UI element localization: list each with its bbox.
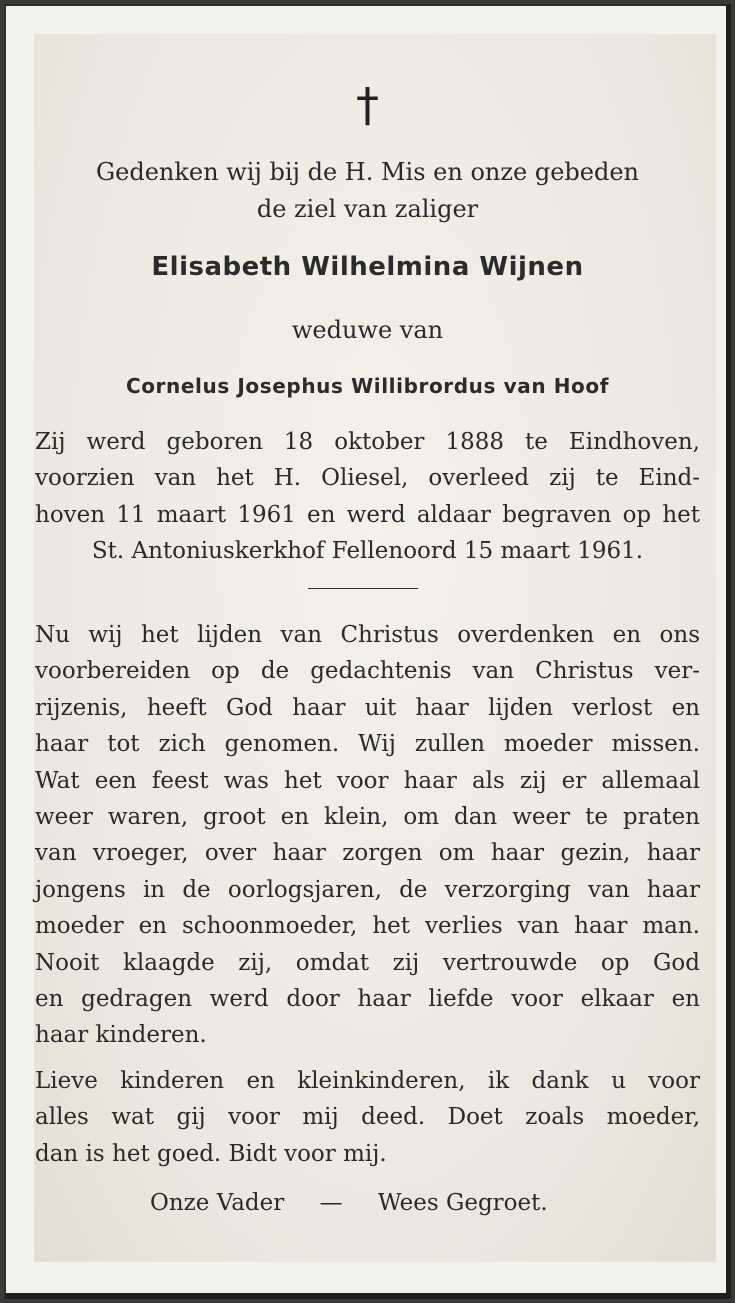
prayer-our-father: Onze Vader [150, 1190, 285, 1216]
memorial-text-paragraph [35, 617, 700, 1054]
text-line: haar kinderen. [35, 1022, 207, 1049]
text-line: van vroeger, over haar zorgen om haar gezin, haar [35, 840, 700, 867]
relation-text: weduwe van [291, 316, 444, 344]
deceased-name: Elisabeth Wilhelmina Wijnen [151, 252, 584, 282]
text-line: Nu wij het lijden van Christus overdenken en ons [35, 622, 700, 648]
text-line: en gedragen werd door haar liefde voor elkaar en [35, 986, 700, 1013]
spouse-name: Cornelus Josephus Willibrordus van Hoof [125, 374, 610, 398]
cross-icon: † [356, 78, 379, 132]
text-line: haar tot zich genomen. Wij zullen moeder missen. [35, 731, 700, 758]
prayer-dash: — [319, 1190, 343, 1216]
intro-line-1: Gedenken wij bij de H. Mis en onze gebeden [95, 158, 640, 186]
text-line: rijzenis, heeft God haar uit haar lijden verlost en [35, 694, 700, 721]
farewell-line: Lieve kinderen en kleinkinderen, ik dank u voor [35, 1068, 700, 1094]
farewell-line: dan is het goed. Bidt voor mij. [35, 1140, 387, 1167]
text-line: voorbereiden op de gedachtenis van Christus ver- [35, 658, 700, 685]
bio-paragraph [35, 424, 700, 570]
divider [308, 588, 418, 589]
text-line: Nooit klaagde zij, omdat zij vertrouwde op God [35, 949, 700, 976]
bio-line: voorzien van het H. Oliesel, overleed zij te Eind- [35, 465, 700, 492]
bio-line: Zij werd geboren 18 oktober 1888 te Eindhoven, [35, 429, 700, 455]
bio-line: hoven 11 maart 1961 en werd aldaar begraven op het [35, 501, 700, 528]
prayers-line [150, 1190, 600, 1216]
text-line: weer waren, groot en klein, om dan weer te praten [35, 804, 700, 831]
farewell-paragraph [35, 1063, 700, 1172]
text-line: moeder en schoonmoeder, het verlies van haar man. [35, 913, 700, 940]
farewell-line: alles wat gij voor mij deed. Doet zoals moeder, [35, 1104, 700, 1131]
prayer-hail-mary: Wees Gegroet. [377, 1190, 548, 1216]
text-line: Wat een feest was het voor haar als zij er allemaal [35, 767, 700, 794]
bio-line: St. Antoniuskerkhof Fellenoord 15 maart 1961. [91, 538, 644, 565]
intro-line-2: de ziel van zaliger [256, 195, 479, 223]
text-line: jongens in de oorlogsjaren, de verzorging van haar [35, 876, 700, 903]
